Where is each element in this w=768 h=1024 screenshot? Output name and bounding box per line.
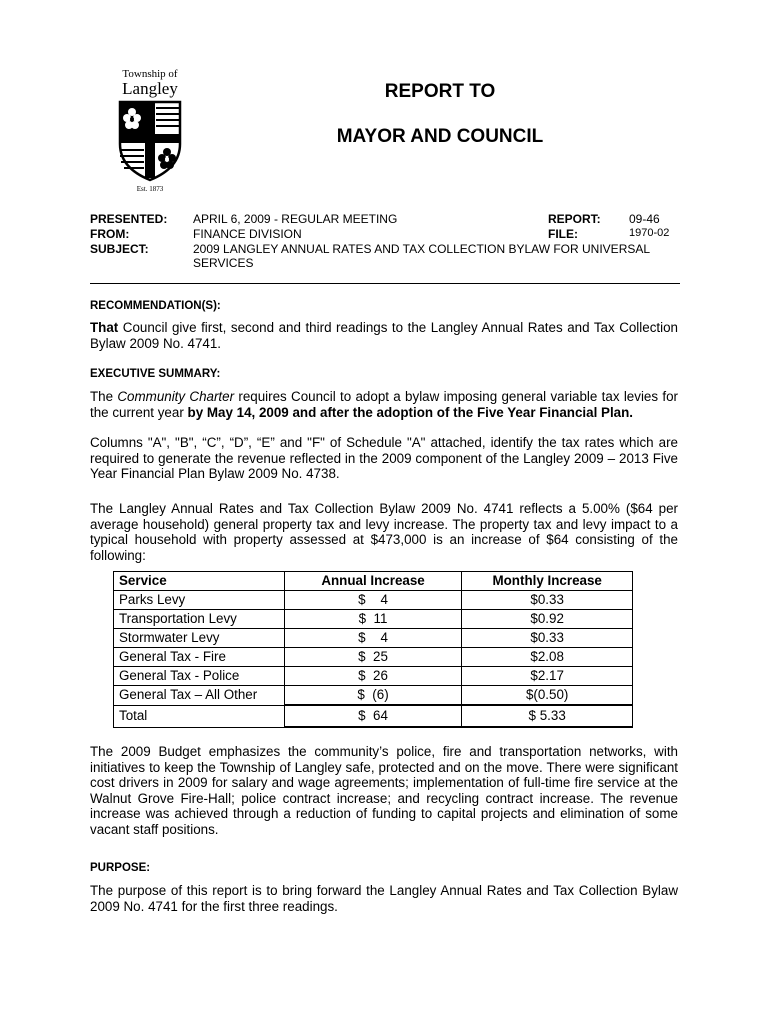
monthly-cell: $2.17 — [462, 667, 633, 686]
table-row — [114, 648, 633, 667]
recommendation-body: Council give first, second and third readings to the Langley Annual Rates and Tax Collection Bylaw 2009 No. 4741. — [90, 320, 678, 351]
table-row — [114, 629, 633, 648]
recommendation-text — [90, 320, 678, 351]
executive-summary-heading: EXECUTIVE SUMMARY: — [90, 368, 221, 380]
annual-cell: $ (6) — [284, 686, 462, 706]
executive-summary-p1 — [90, 389, 678, 420]
report-subtitle: MAYOR AND COUNCIL — [336, 126, 544, 147]
table-row — [114, 591, 633, 610]
subject-label: SUBJECT: — [90, 242, 149, 256]
p1-community-charter: Community Charter — [117, 389, 235, 404]
service-cell: General Tax – All Other — [114, 686, 285, 706]
annual-cell: $ 11 — [284, 610, 462, 629]
total-monthly: $ 5.33 — [462, 705, 633, 727]
tax-increase-table — [113, 571, 633, 728]
logo-line-1: Township of — [122, 68, 178, 80]
monthly-cell: $0.92 — [462, 610, 633, 629]
annual-cell: $ 4 — [284, 591, 462, 610]
monthly-cell: $(0.50) — [462, 686, 633, 706]
crest-shield-icon — [118, 100, 182, 182]
table-header-row — [114, 572, 633, 591]
file-label: FILE: — [548, 227, 578, 241]
service-cell: Parks Levy — [114, 591, 285, 610]
recommendation-lead: That — [90, 320, 119, 335]
subject-value-line2: SERVICES — [193, 256, 254, 270]
presented-label: PRESENTED: — [90, 212, 168, 226]
file-number: 1970-02 — [629, 227, 670, 239]
service-cell: General Tax - Police — [114, 667, 285, 686]
township-logo — [108, 68, 192, 193]
total-label: Total — [114, 705, 285, 727]
executive-summary-p2: Columns "A", "B", “C”, “D”, “E” and "F" of Schedule "A" attached, identify the tax rates which are required to generate the revenue reflected in the 2009 component of the Langley 2009 – 2013 Five Year Financial Plan Bylaw 2009 No. 4738. — [90, 435, 678, 481]
monthly-cell: $2.08 — [462, 648, 633, 667]
monthly-cell: $0.33 — [462, 591, 633, 610]
report-number: 09-46 — [629, 212, 660, 226]
subject-value-line1: 2009 LANGLEY ANNUAL RATES AND TAX COLLECTION BYLAW FOR UNIVERSAL — [193, 242, 651, 256]
p1-deadline: by May 14, 2009 and after the adoption of the Five Year Financial Plan. — [187, 404, 634, 420]
purpose-text: The purpose of this report is to bring forward the Langley Annual Rates and Tax Collection Bylaw 2009 No. 4741 for the first three readings. — [90, 883, 678, 914]
annual-cell: $ 26 — [284, 667, 462, 686]
from-label: FROM: — [90, 227, 130, 241]
monthly-cell: $0.33 — [462, 629, 633, 648]
total-annual: $ 64 — [284, 705, 462, 727]
annual-cell: $ 25 — [284, 648, 462, 667]
p1-text-a: The — [90, 389, 118, 404]
table-row — [114, 667, 633, 686]
purpose-heading: PURPOSE: — [90, 862, 151, 874]
presented-value: APRIL 6, 2009 - REGULAR MEETING — [193, 212, 398, 226]
report-title: REPORT TO — [384, 81, 496, 102]
recommendation-heading: RECOMMENDATION(S): — [90, 300, 221, 312]
logo-established: Est. 1873 — [136, 185, 164, 193]
col-service: Service — [114, 572, 285, 591]
p1-text-b: requires Council to adopt a bylaw imposing general variable tax levies for the current year — [90, 389, 678, 420]
service-cell: Transportation Levy — [114, 610, 285, 629]
executive-summary-p4: The 2009 Budget emphasizes the community’s police, fire and transportation networks, with initiatives to keep the Township of Langley safe, protected and on the move. There were significant cost drivers in 2009 for salary and wage agreements; implementation of full-time fire service at the Walnut Grove Fire-Hall; police contract increase; and recycling contract increase. The revenue increase was achieved through a reduction of funding to capital projects and elimination of some vacant staff positions. — [90, 744, 678, 837]
col-annual-increase: Annual Increase — [284, 572, 462, 591]
table-total-row — [114, 705, 633, 727]
service-cell: Stormwater Levy — [114, 629, 285, 648]
annual-cell: $ 4 — [284, 629, 462, 648]
table-row — [114, 610, 633, 629]
executive-summary-p3: The Langley Annual Rates and Tax Collection Bylaw 2009 No. 4741 reflects a 5.00% ($64 per average household) general property tax and levy increase. The property tax and levy impact to a typical household with property assessed at $473,000 is an increase of $64 consisting of the following: — [90, 501, 678, 563]
service-cell: General Tax - Fire — [114, 648, 285, 667]
from-value: FINANCE DIVISION — [193, 227, 302, 241]
table-row — [114, 686, 633, 706]
report-label: REPORT: — [548, 212, 601, 226]
col-monthly-increase: Monthly Increase — [462, 572, 633, 591]
logo-line-2: Langley — [122, 79, 178, 98]
header-divider — [90, 283, 680, 284]
